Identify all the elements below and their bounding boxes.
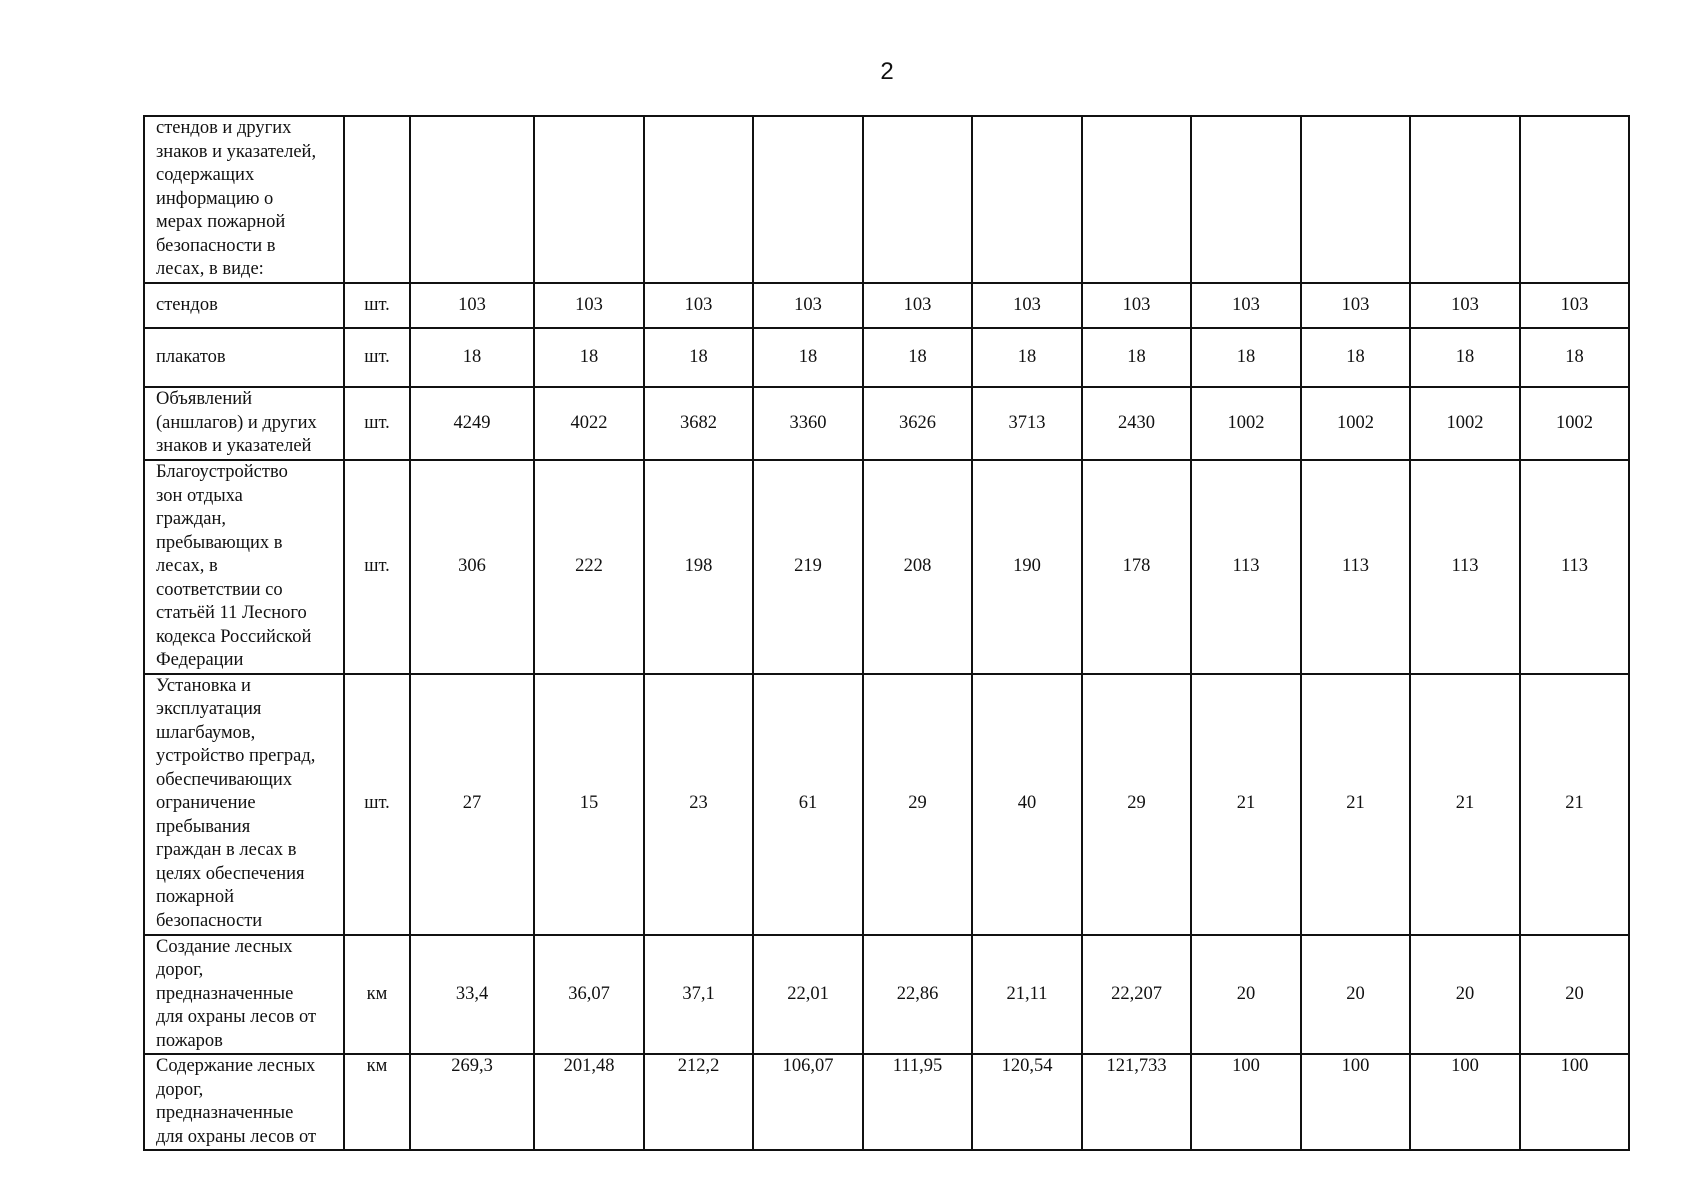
- value-cell: 103: [1082, 283, 1191, 328]
- value-cell: 190: [972, 460, 1082, 674]
- table-row: [144, 283, 1629, 328]
- value-cell: 103: [534, 283, 644, 328]
- fire-safety-measures-table: [143, 115, 1630, 1151]
- unit-cell: км: [344, 935, 410, 1055]
- value-cell: [644, 116, 753, 283]
- value-cell: [863, 116, 972, 283]
- indicator-name-cell: Объявлений (аншлагов) и других знаков и указателей: [144, 387, 344, 460]
- value-cell: [1410, 116, 1520, 283]
- value-cell: 201,48: [534, 1054, 644, 1150]
- value-cell: 103: [1410, 283, 1520, 328]
- value-cell: 18: [1082, 328, 1191, 387]
- value-cell: 103: [1520, 283, 1629, 328]
- value-cell: 20: [1410, 935, 1520, 1055]
- value-cell: 22,207: [1082, 935, 1191, 1055]
- value-cell: 20: [1520, 935, 1629, 1055]
- value-cell: 23: [644, 674, 753, 935]
- page-number: 2: [880, 58, 894, 85]
- indicator-name-cell: Содержание лесных дорог, предназначенные для охраны лесов от: [144, 1054, 344, 1150]
- value-cell: 21: [1520, 674, 1629, 935]
- value-cell: 103: [644, 283, 753, 328]
- value-cell: [534, 116, 644, 283]
- table-row: [144, 328, 1629, 387]
- value-cell: 3713: [972, 387, 1082, 460]
- value-cell: 3682: [644, 387, 753, 460]
- value-cell: 1002: [1410, 387, 1520, 460]
- unit-cell: [344, 116, 410, 283]
- table-row: [144, 674, 1629, 935]
- value-cell: 2430: [1082, 387, 1191, 460]
- value-cell: 15: [534, 674, 644, 935]
- value-cell: 18: [1191, 328, 1301, 387]
- value-cell: 18: [1301, 328, 1410, 387]
- value-cell: 208: [863, 460, 972, 674]
- value-cell: 3360: [753, 387, 863, 460]
- table-row: [144, 935, 1629, 1055]
- value-cell: 18: [863, 328, 972, 387]
- unit-cell: шт.: [344, 328, 410, 387]
- value-cell: [972, 116, 1082, 283]
- indicator-name-cell: плакатов: [144, 328, 344, 387]
- value-cell: 103: [753, 283, 863, 328]
- unit-cell: шт.: [344, 283, 410, 328]
- value-cell: 4249: [410, 387, 534, 460]
- unit-cell: шт.: [344, 387, 410, 460]
- value-cell: [1191, 116, 1301, 283]
- value-cell: 3626: [863, 387, 972, 460]
- value-cell: 33,4: [410, 935, 534, 1055]
- value-cell: 21,11: [972, 935, 1082, 1055]
- value-cell: 21: [1301, 674, 1410, 935]
- table-row: [144, 387, 1629, 460]
- value-cell: 219: [753, 460, 863, 674]
- value-cell: 100: [1191, 1054, 1301, 1150]
- value-cell: 18: [644, 328, 753, 387]
- value-cell: [1082, 116, 1191, 283]
- value-cell: 61: [753, 674, 863, 935]
- value-cell: [1520, 116, 1629, 283]
- value-cell: 269,3: [410, 1054, 534, 1150]
- value-cell: 1002: [1191, 387, 1301, 460]
- unit-cell: шт.: [344, 674, 410, 935]
- value-cell: 40: [972, 674, 1082, 935]
- value-cell: 1002: [1301, 387, 1410, 460]
- value-cell: 103: [410, 283, 534, 328]
- unit-cell: шт.: [344, 460, 410, 674]
- value-cell: [410, 116, 534, 283]
- value-cell: 18: [1520, 328, 1629, 387]
- value-cell: 198: [644, 460, 753, 674]
- value-cell: 212,2: [644, 1054, 753, 1150]
- value-cell: 29: [1082, 674, 1191, 935]
- value-cell: 18: [1410, 328, 1520, 387]
- value-cell: 100: [1520, 1054, 1629, 1150]
- value-cell: [1301, 116, 1410, 283]
- value-cell: 20: [1301, 935, 1410, 1055]
- value-cell: 120,54: [972, 1054, 1082, 1150]
- value-cell: 113: [1410, 460, 1520, 674]
- value-cell: 103: [863, 283, 972, 328]
- value-cell: 27: [410, 674, 534, 935]
- value-cell: 222: [534, 460, 644, 674]
- value-cell: 106,07: [753, 1054, 863, 1150]
- value-cell: 36,07: [534, 935, 644, 1055]
- value-cell: 103: [1301, 283, 1410, 328]
- value-cell: 18: [410, 328, 534, 387]
- value-cell: 29: [863, 674, 972, 935]
- value-cell: 22,01: [753, 935, 863, 1055]
- table-row: [144, 1054, 1629, 1150]
- indicator-name-cell: Благоустройство зон отдыха граждан, пребывающих в лесах, в соответствии со статьёй 11 Лесного кодекса Российской Федерации: [144, 460, 344, 674]
- value-cell: 306: [410, 460, 534, 674]
- value-cell: 113: [1191, 460, 1301, 674]
- value-cell: 4022: [534, 387, 644, 460]
- value-cell: 18: [534, 328, 644, 387]
- value-cell: 100: [1410, 1054, 1520, 1150]
- value-cell: 103: [1191, 283, 1301, 328]
- indicator-name-cell: Создание лесных дорог, предназначенные для охраны лесов от пожаров: [144, 935, 344, 1055]
- unit-cell: км: [344, 1054, 410, 1150]
- value-cell: 121,733: [1082, 1054, 1191, 1150]
- value-cell: 178: [1082, 460, 1191, 674]
- value-cell: 113: [1301, 460, 1410, 674]
- value-cell: [753, 116, 863, 283]
- value-cell: 1002: [1520, 387, 1629, 460]
- value-cell: 21: [1410, 674, 1520, 935]
- value-cell: 20: [1191, 935, 1301, 1055]
- indicator-name-cell: Установка и эксплуатация шлагбаумов, устройство преград, обеспечивающих ограничение пребывания граждан в лесах в целях обеспечения пожарной безопасности: [144, 674, 344, 935]
- indicator-name-cell: стендов: [144, 283, 344, 328]
- value-cell: 113: [1520, 460, 1629, 674]
- indicator-name-cell: стендов и других знаков и указателей, содержащих информацию о мерах пожарной безопасности в лесах, в виде:: [144, 116, 344, 283]
- value-cell: 37,1: [644, 935, 753, 1055]
- value-cell: 103: [972, 283, 1082, 328]
- value-cell: 111,95: [863, 1054, 972, 1150]
- value-cell: 18: [972, 328, 1082, 387]
- value-cell: 100: [1301, 1054, 1410, 1150]
- value-cell: 22,86: [863, 935, 972, 1055]
- value-cell: 18: [753, 328, 863, 387]
- table-row: [144, 460, 1629, 674]
- table-row: [144, 116, 1629, 283]
- value-cell: 21: [1191, 674, 1301, 935]
